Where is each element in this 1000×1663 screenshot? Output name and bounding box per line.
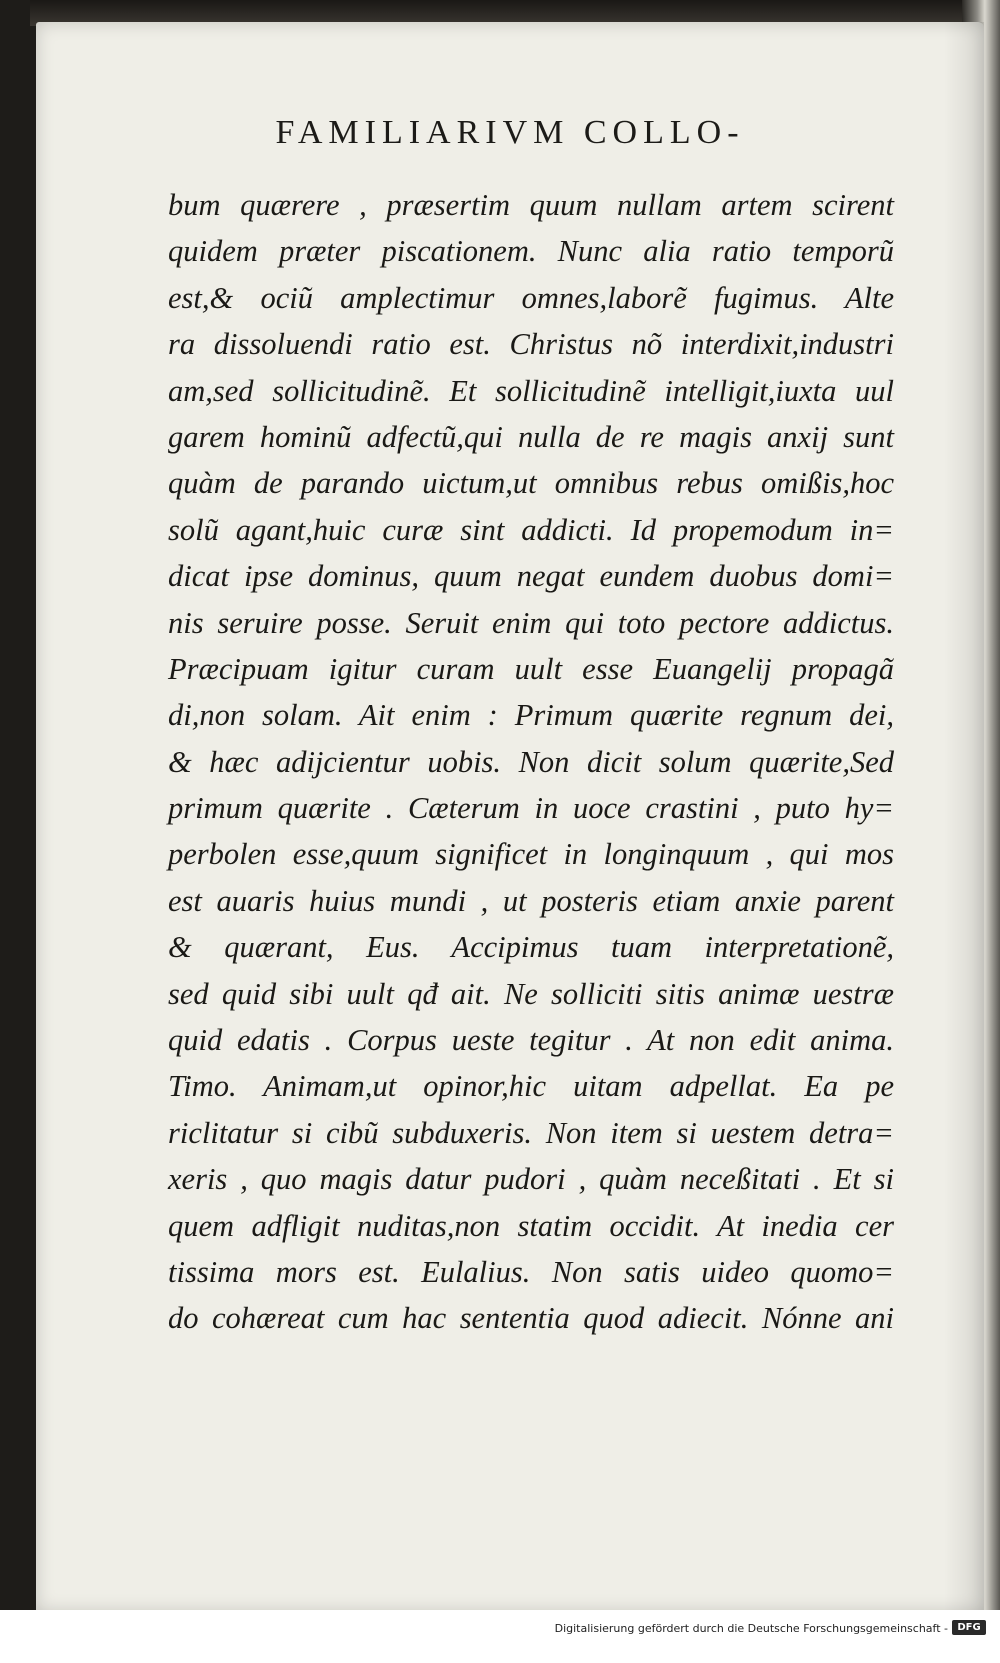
- body-text: [168, 182, 894, 1342]
- book-page: [36, 22, 984, 1612]
- text-line: nis seruire posse. Seruit enim qui toto pectore addictus.: [168, 605, 894, 640]
- footer-credit: Digitalisierung gefördert durch die Deutsche Forschungsgemeinschaft -: [554, 1622, 948, 1635]
- text-line: riclitatur si cibũ subduxeris. Non item si uestem detra=: [168, 1115, 894, 1150]
- text-line: solũ agant,huic curæ sint addicti. Id propemodum in=: [168, 512, 894, 547]
- text-line: sed quid sibi uult qđ ait. Ne solliciti sitis animæ uestræ: [168, 976, 894, 1011]
- text-line: bum quærere , præsertim quum nullam artem scirent: [168, 188, 894, 222]
- text-line: quidem præter piscationem. Nunc alia ratio temporũ: [168, 234, 894, 269]
- running-head: FAMILIARIVM COLLO-: [275, 114, 745, 151]
- text-line: primum quærite . Cæterum in uoce crastini , puto hy=: [168, 791, 894, 826]
- text-line: tissima mors est. Eulalius. Non satis uideo quomo=: [168, 1254, 894, 1289]
- text-line: xeris , quo magis datur pudori , quàm neceßitati . Et si: [168, 1162, 894, 1197]
- text-line: & quærant, Eus. Accipimus tuam interpretationẽ,: [168, 930, 894, 965]
- text-line: do cohæreat cum hac sententia quod adiecit. Nónne ani: [168, 1301, 894, 1336]
- text-line: di,non solam. Ait enim : Primum quærite regnum dei,: [168, 698, 894, 733]
- text-line: quem adfligit nuditas,non statim occidit. At inedia cer: [168, 1208, 894, 1243]
- text-line: perbolen esse,quum significet in longinquum , qui mos: [168, 837, 894, 872]
- text-line: est auaris huius mundi , ut posteris etiam anxie parent: [168, 883, 894, 918]
- text-line: quid edatis . Corpus ueste tegitur . At non edit anima.: [168, 1023, 894, 1058]
- text-line: & hæc adijcientur uobis. Non dicit solum quærite,Sed: [168, 744, 894, 779]
- text-line: quàm de parando uictum,ut omnibus rebus omißis,hoc: [168, 466, 894, 501]
- text-line: am,sed sollicitudinẽ. Et sollicitudinẽ intelligit,iuxta uul: [168, 373, 894, 408]
- dfg-logo: DFG: [952, 1620, 986, 1635]
- text-line: Præcipuam igitur curam uult esse Euangelij propagã: [168, 651, 894, 686]
- text-line: dicat ipse dominus, quum negat eundem duobus domi=: [168, 559, 894, 594]
- text-line: ra dissoluendi ratio est. Christus nõ interdixit,industri: [168, 327, 894, 362]
- text-line: est,& ociũ amplectimur omnes,laborẽ fugimus. Alte: [168, 280, 894, 315]
- text-line: Timo. Animam,ut opinor,hic uitam adpellat. Ea pe: [168, 1069, 894, 1104]
- text-line: garem hominũ adfectũ,qui nulla de re magis anxij sunt: [168, 419, 894, 454]
- footer-bar: [0, 1610, 1000, 1663]
